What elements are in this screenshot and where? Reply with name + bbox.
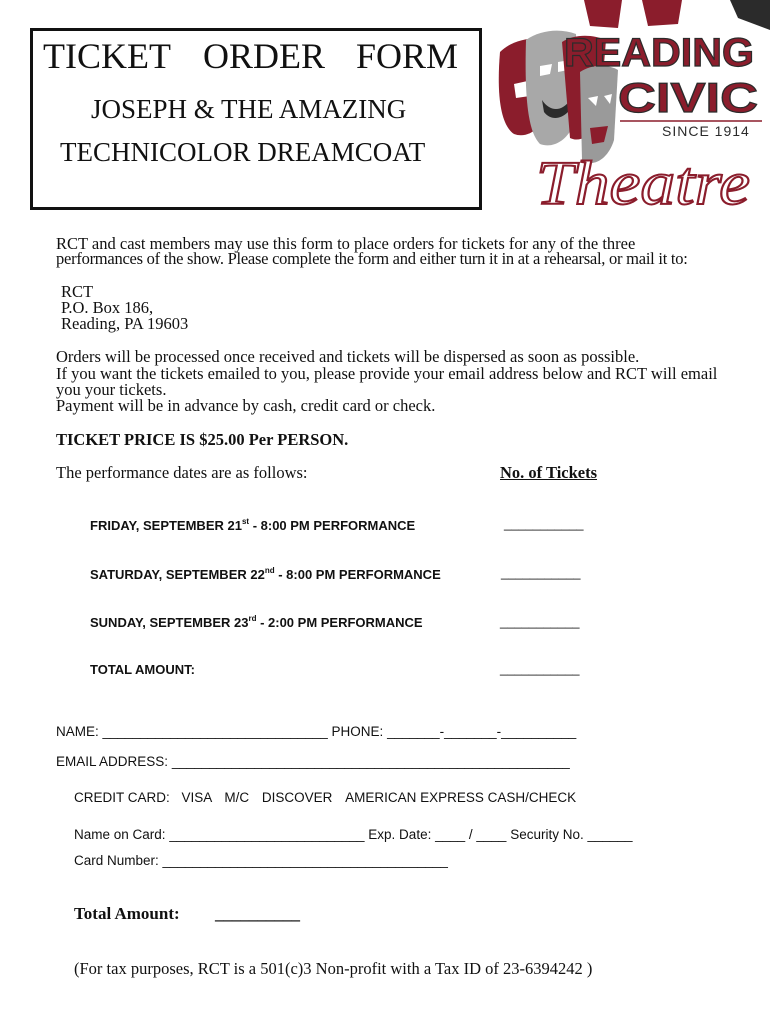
payment-options-row — [74, 790, 576, 805]
exp-date-field[interactable]: ____ / ____ — [435, 827, 507, 842]
card-number-label: Card Number: — [74, 853, 159, 868]
email-field[interactable]: _____________________________________________________ — [171, 754, 570, 769]
show-title-line-2: TECHNICOLOR DREAMCOAT — [60, 137, 426, 167]
performance-sunday: SUNDAY, SEPTEMBER 23rd - 2:00 PM PERFORMANCE — [90, 614, 423, 630]
form-title-order: ORDER — [203, 36, 326, 76]
top-mask-right-shape — [642, 0, 682, 26]
security-label: Security No. — [510, 827, 584, 842]
email-label: EMAIL ADDRESS: — [56, 754, 169, 769]
name-on-card-field[interactable]: __________________________ — [169, 827, 365, 842]
name-field-row — [56, 724, 576, 739]
security-field[interactable]: ______ — [587, 827, 633, 842]
payment-mc[interactable]: M/C — [224, 790, 250, 805]
total-amount-final-label: Total Amount: — [74, 904, 180, 923]
notes-line-3: you your tickets. — [56, 380, 167, 399]
address-city: Reading, PA 19603 — [61, 314, 189, 333]
top-mask-left-shape — [584, 0, 622, 28]
notes-line-2: If you want the tickets emailed to you, please provide your email address below and RCT will email — [56, 364, 718, 383]
form-title-ticket: TICKET — [43, 36, 171, 76]
total-tickets-blank[interactable]: ___________ — [500, 661, 580, 676]
address-po-box: P.O. Box 186, — [61, 298, 154, 317]
intro-line-2: performances of the show. Please complete the form and either turn it in at a rehearsal, or mail it to: — [56, 249, 688, 268]
exp-date-label: Exp. Date: — [368, 827, 432, 842]
logo-since-text: SINCE 1914 — [662, 123, 750, 139]
sunday-tickets-blank[interactable]: ___________ — [500, 614, 580, 629]
card-details-row — [74, 827, 633, 842]
intro-line-1: RCT and cast members may use this form to place orders for tickets for any of the three — [56, 234, 636, 253]
logo-reading-text: READING — [564, 31, 754, 75]
credit-card-label: CREDIT CARD: — [74, 790, 170, 805]
total-amount-label: TOTAL AMOUNT: — [90, 662, 195, 677]
reading-civic-theatre-logo — [492, 0, 770, 215]
notes-line-4: Payment will be in advance by cash, credit card or check. — [56, 396, 436, 415]
name-field[interactable]: ______________________________ — [102, 724, 328, 739]
performance-friday: FRIDAY, SEPTEMBER 21st - 8:00 PM PERFORMANCE — [90, 517, 416, 533]
ticket-price: TICKET PRICE IS $25.00 Per PERSON. — [56, 430, 349, 449]
logo-theatre-script: Theatre — [536, 150, 750, 215]
tax-footnote: (For tax purposes, RCT is a 501(c)3 Non-profit with a Tax ID of 23-6394242 ) — [74, 959, 593, 978]
logo-civic-text: CIVIC — [618, 74, 758, 121]
show-title-line-1: JOSEPH & THE AMAZING — [91, 94, 407, 124]
payment-discover[interactable]: DISCOVER — [261, 790, 333, 805]
payment-amex-cash-check[interactable]: AMERICAN EXPRESS CASH/CHECK — [345, 790, 577, 805]
mask-gray-right-shape — [580, 66, 618, 163]
friday-tickets-blank[interactable]: ___________ — [504, 516, 584, 531]
payment-visa[interactable]: VISA — [181, 790, 212, 805]
name-on-card-label: Name on Card: — [74, 827, 166, 842]
performance-saturday: SATURDAY, SEPTEMBER 22nd - 8:00 PM PERFORMANCE — [90, 566, 441, 582]
tickets-column-header: No. of Tickets — [500, 463, 598, 482]
name-label: NAME: — [56, 724, 99, 739]
email-field-row — [56, 754, 570, 769]
total-amount-final-field[interactable]: __________ — [215, 904, 300, 923]
saturday-tickets-blank[interactable]: ___________ — [501, 565, 581, 580]
card-number-row — [74, 853, 448, 868]
title-box — [30, 28, 482, 210]
form-title-form: FORM — [356, 36, 459, 76]
dates-intro: The performance dates are as follows: — [56, 463, 308, 482]
address-name: RCT — [61, 282, 94, 301]
card-number-field[interactable]: ______________________________________ — [162, 853, 448, 868]
phone-label: PHONE: — [331, 724, 384, 739]
phone-field[interactable]: _______-_______-__________ — [387, 724, 577, 739]
notes-line-1: Orders will be processed once received and tickets will be dispersed as soon as possible. — [56, 347, 640, 366]
